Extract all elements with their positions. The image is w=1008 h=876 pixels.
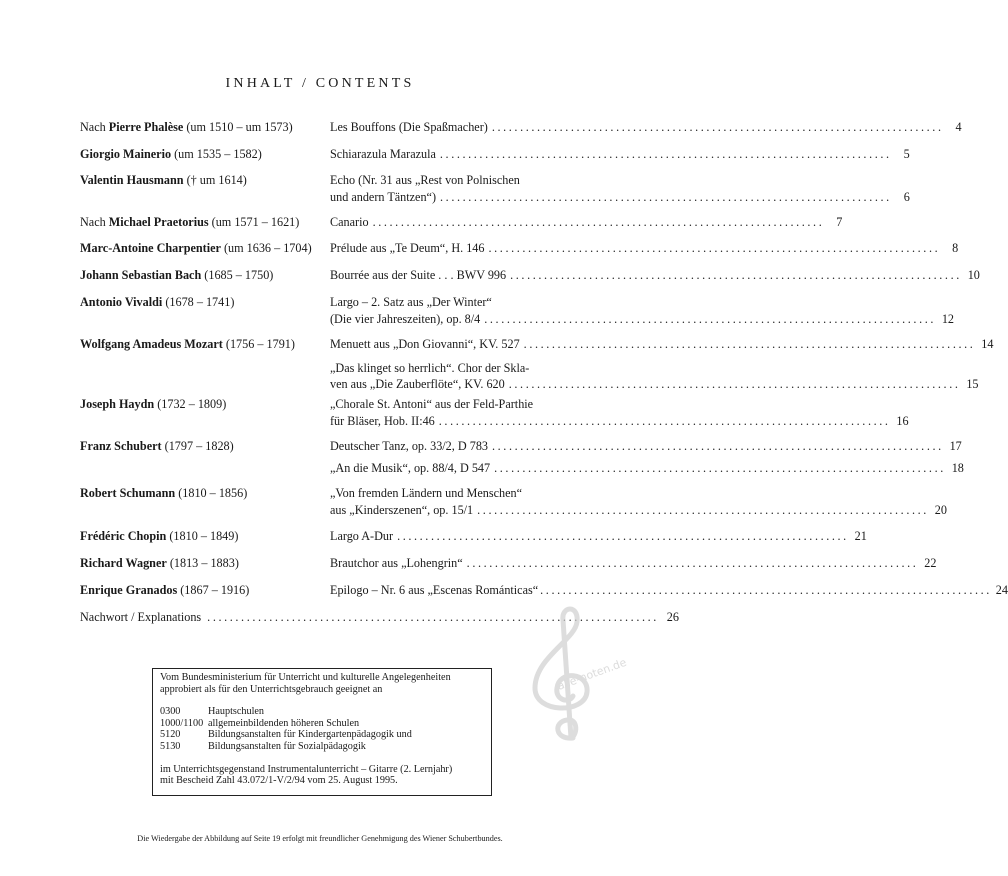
work: Menuett aus „Don Giovanni“, KV. 527 ................................................................................ 14 „Das klinget so herrlich“. Chor der Skla- ven aus „Die Zauberflöte“, KV. 620 ................................................................................ 15 [330,337,994,391]
page-number: 10 [967,268,980,282]
work: Bourrée aus der Suite . . . BWV 996 ................................................................................ 10 [330,268,980,282]
school-row: 0300 Hauptschulen [160,706,265,718]
leader-dots: ................................................................................ [540,583,992,597]
page-number: 16 [896,413,909,428]
composer: Enrique Granados (1867 – 1916) [80,583,250,597]
leader-dots: ................................................................................ [488,241,941,255]
approval-line: im Unterrichtsgegenstand Instrumentalunterricht – Gitarre (2. Lernjahr) [160,763,453,775]
composer: Wolfgang Amadeus Mozart (1756 – 1791) [80,337,295,351]
composer: Antonio Vivaldi (1678 – 1741) [80,295,235,309]
page-number: 14 [981,337,994,351]
treble-clef-watermark-icon [515,600,629,750]
school-row: 5120 Bildungsanstalten für Kindergartenpädagogik und [160,729,412,741]
leader-dots: ................................................................................ [494,460,946,475]
page-title: INHALT / CONTENTS [225,76,415,91]
page-number: 15 [966,377,979,391]
leader-dots: ................................................................................ [207,610,659,624]
composer: Franz Schubert (1797 – 1828) [80,439,234,453]
composer-name: Robert Schumann [80,486,176,500]
leader-dots: ................................................................................ [491,120,944,134]
page-number: 22 [924,556,937,570]
work: Brautchor aus „Lohengrin“ ................................................................................ 22 [330,556,937,570]
page-number: 17 [949,439,962,453]
work: „Chorale St. Antoni“ aus der Feld-Parthie für Bläser, Hob. II:46 ................................................................................ 16 [330,397,909,428]
work: Echo (Nr. 31 aus „Rest von Polnischen und andern Täntzen“) ................................................................................ 6 [330,173,910,204]
work: Les Bouffons (Die Spaßmacher) ................................................................................ 4 [330,120,962,134]
leader-dots: ................................................................................ [372,215,825,229]
page-number: 18 [951,460,964,475]
composer-name: Johann Sebastian Bach [80,268,202,282]
composer: Marc-Antoine Charpentier (um 1636 – 1704) [80,241,312,255]
composer: Richard Wagner (1813 – 1883) [80,556,239,570]
composer-name: Richard Wagner [80,556,167,570]
approval-box [152,668,492,796]
work: Deutscher Tanz, op. 33/2, D 783 ................................................................................ 17 „An die Musik“, op. 88/4, D 547 ................................................................................ 18 [330,439,964,475]
composer-name: Enrique Granados [80,583,178,597]
leader-dots: ................................................................................ [440,189,892,204]
work: Schiarazula Marazula ................................................................................ 5 [330,147,910,161]
composer: Frédéric Chopin (1810 – 1849) [80,529,239,543]
page-number: 8 [952,241,959,255]
leader-dots: ................................................................................ [510,268,962,282]
nachwort-entry [80,610,679,626]
approval-line: approbiert als für den Unterrichtsgebrauch geeignet an [160,683,383,695]
leader-dots: ................................................................................ [397,529,849,543]
page-number: 24 [995,583,1008,597]
approval-line: Vom Bundesministerium für Unterricht und kulturelle Angelegenheiten [160,672,451,683]
leader-dots: ................................................................................ [492,439,944,453]
leader-dots: ................................................................................ [466,556,919,570]
work: Prélude aus „Te Deum“, H. 146 ................................................................................ 8 [330,241,959,255]
work: Largo A-Dur ................................................................................ 21 [330,529,867,543]
composer-name: Pierre Phalèse [108,120,184,134]
page-number: 21 [854,529,867,543]
work: Canario ................................................................................ 7 [330,215,843,229]
composer-name: Valentin Hausmann [80,173,184,187]
leader-dots: ................................................................................ [438,413,891,428]
composer: Robert Schumann (1810 – 1856) [80,486,248,500]
composer-name: Giorgio Mainerio [80,147,172,161]
school-row: 5130 Bildungsanstalten für Sozialpädagogik [160,740,366,752]
composer: Nach Michael Praetorius (um 1571 – 1621) [80,215,300,229]
page-number: 26 [666,610,679,624]
work: Epilogo – Nr. 6 aus „Escenas Románticas“ ................................................................................ 24 [330,583,1008,597]
leader-dots: ................................................................................ [477,502,929,517]
work: Largo – 2. Satz aus „Der Winter“ (Die vier Jahreszeiten), op. 8/4 ................................................................................ 12 [330,295,955,326]
composer-name: Wolfgang Amadeus Mozart [80,337,223,351]
school-row: 1000/1100 allgemeinbildenden höheren Schulen [160,717,360,729]
page-number: 5 [903,147,910,161]
composer-name: Frédéric Chopin [80,529,167,543]
footer-note: Die Wiedergabe der Abbildung auf Seite 19 erfolgt mit freundlicher Genehmigung des Wiener Schubertbundes. [137,834,503,843]
leader-dots: ................................................................................ [508,377,961,391]
composer: Joseph Haydn (1732 – 1809) [80,397,227,411]
composer-name: Michael Praetorius [108,215,209,229]
composer: Johann Sebastian Bach (1685 – 1750) [80,268,274,282]
page-number: 20 [934,502,947,517]
composer-name: Antonio Vivaldi [80,295,163,309]
composer-name: Marc-Antoine Charpentier [80,241,221,255]
page-number: 4 [955,120,962,134]
svg-text:alle-noten.de: alle-noten.de [555,655,629,693]
composer-name: Joseph Haydn [80,397,155,411]
composer: Valentin Hausmann († um 1614) [80,173,247,187]
approval-line: mit Bescheid Zahl 43.072/1-V/2/94 vom 25. August 1995. [160,775,398,787]
leader-dots: ................................................................................ [439,147,892,161]
composer: Nach Pierre Phalèse (um 1510 – um 1573) [80,120,293,134]
page-number: 7 [836,215,843,229]
composer-name: Franz Schubert [80,439,162,453]
leader-dots: ................................................................................ [523,337,976,351]
composer: Giorgio Mainerio (um 1535 – 1582) [80,147,262,161]
nachwort-label: Nachwort / Explanations [80,610,202,624]
leader-dots: ................................................................................ [484,311,937,326]
work: „Von fremden Ländern und Menschen“ aus „Kinderszenen“, op. 15/1 ................................................................................ 20 [330,486,947,517]
page-number: 6 [903,189,910,204]
page-number: 12 [941,311,955,326]
